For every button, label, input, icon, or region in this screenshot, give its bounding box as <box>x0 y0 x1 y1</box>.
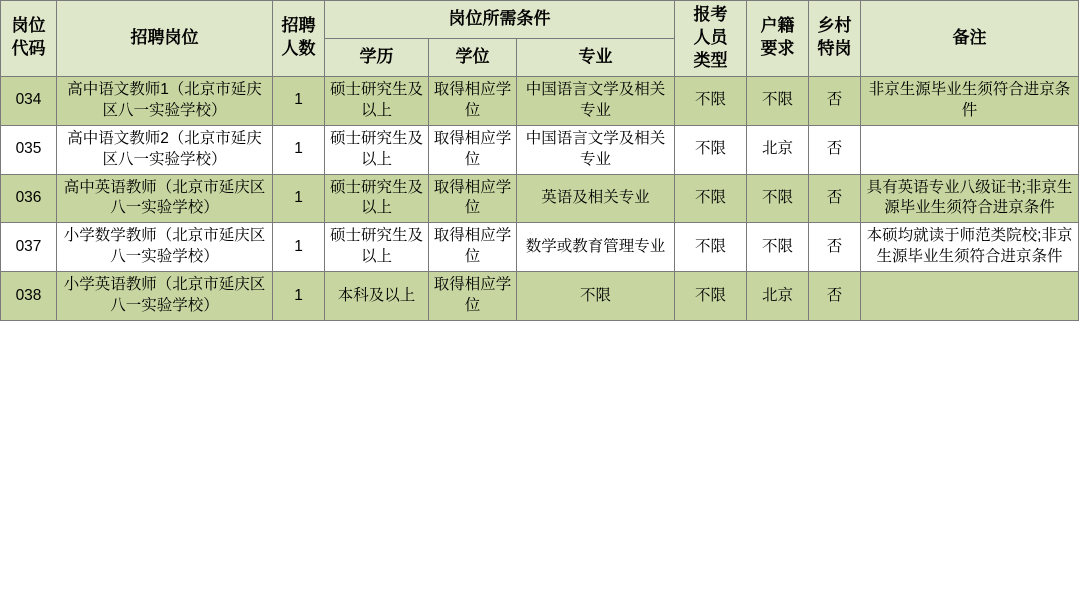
cell-household: 北京 <box>747 272 809 321</box>
cell-post: 小学英语教师（北京市延庆区八一实验学校） <box>57 272 273 321</box>
cell-degree: 取得相应学位 <box>429 125 517 174</box>
header-type-line3: 类型 <box>693 50 728 70</box>
header-rural-line1: 乡村 <box>817 16 852 36</box>
cell-rural: 否 <box>809 272 861 321</box>
header-count-line1: 招聘 <box>281 16 316 36</box>
header-count-line2: 人数 <box>281 39 316 59</box>
cell-major: 不限 <box>517 272 675 321</box>
cell-major: 英语及相关专业 <box>517 174 675 223</box>
cell-remark <box>861 272 1079 321</box>
cell-post: 小学数学教师（北京市延庆区八一实验学校） <box>57 223 273 272</box>
table-row <box>1 76 1079 125</box>
cell-household: 不限 <box>747 174 809 223</box>
cell-major: 中国语言文学及相关专业 <box>517 125 675 174</box>
cell-education: 硕士研究生及以上 <box>325 223 429 272</box>
cell-code: 034 <box>1 76 57 125</box>
cell-code: 038 <box>1 272 57 321</box>
cell-count: 1 <box>273 125 325 174</box>
header-cell-remark: 备注 <box>861 1 1079 77</box>
header-household-line1: 户籍 <box>760 16 795 36</box>
cell-post: 高中语文教师2（北京市延庆区八一实验学校） <box>57 125 273 174</box>
cell-remark <box>861 125 1079 174</box>
header-code-line2: 代码 <box>11 39 46 59</box>
cell-applicant-type: 不限 <box>675 223 747 272</box>
table-row <box>1 223 1079 272</box>
header-rural-line2: 特岗 <box>817 39 852 59</box>
cell-remark: 非京生源毕业生须符合进京条件 <box>861 76 1079 125</box>
cell-degree: 取得相应学位 <box>429 272 517 321</box>
cell-code: 035 <box>1 125 57 174</box>
cell-major: 数学或教育管理专业 <box>517 223 675 272</box>
cell-education: 硕士研究生及以上 <box>325 125 429 174</box>
cell-code: 037 <box>1 223 57 272</box>
cell-rural: 否 <box>809 223 861 272</box>
cell-rural: 否 <box>809 125 861 174</box>
table-body <box>1 76 1079 320</box>
cell-count: 1 <box>273 223 325 272</box>
cell-applicant-type: 不限 <box>675 272 747 321</box>
cell-applicant-type: 不限 <box>675 174 747 223</box>
header-cell-degree: 学位 <box>429 38 517 76</box>
cell-remark: 本硕均就读于师范类院校;非京生源毕业生须符合进京条件 <box>861 223 1079 272</box>
header-cell-rural <box>809 1 861 77</box>
header-cell-count <box>273 1 325 77</box>
cell-applicant-type: 不限 <box>675 125 747 174</box>
cell-count: 1 <box>273 272 325 321</box>
cell-applicant-type: 不限 <box>675 76 747 125</box>
header-type-line1: 报考 <box>693 5 728 24</box>
cell-degree: 取得相应学位 <box>429 76 517 125</box>
cell-post: 高中英语教师（北京市延庆区八一实验学校） <box>57 174 273 223</box>
cell-degree: 取得相应学位 <box>429 223 517 272</box>
header-row-top <box>1 1 1079 39</box>
table-row <box>1 174 1079 223</box>
header-household-line2: 要求 <box>760 39 795 59</box>
cell-household: 不限 <box>747 76 809 125</box>
cell-degree: 取得相应学位 <box>429 174 517 223</box>
header-cell-applicant-type <box>675 1 747 77</box>
header-type-line2: 人员 <box>693 27 728 47</box>
cell-major: 中国语言文学及相关专业 <box>517 76 675 125</box>
cell-count: 1 <box>273 174 325 223</box>
header-code-line1: 岗位 <box>11 16 46 36</box>
cell-remark: 具有英语专业八级证书;非京生源毕业生须符合进京条件 <box>861 174 1079 223</box>
cell-post: 高中语文教师1（北京市延庆区八一实验学校） <box>57 76 273 125</box>
cell-household: 不限 <box>747 223 809 272</box>
cell-education: 硕士研究生及以上 <box>325 76 429 125</box>
header-cell-major: 专业 <box>517 38 675 76</box>
cell-rural: 否 <box>809 174 861 223</box>
header-cell-household <box>747 1 809 77</box>
cell-code: 036 <box>1 174 57 223</box>
cell-education: 硕士研究生及以上 <box>325 174 429 223</box>
cell-household: 北京 <box>747 125 809 174</box>
header-cell-conditions: 岗位所需条件 <box>325 1 675 39</box>
table-row <box>1 272 1079 321</box>
cell-rural: 否 <box>809 76 861 125</box>
table-header <box>1 1 1079 77</box>
cell-count: 1 <box>273 76 325 125</box>
cell-education: 本科及以上 <box>325 272 429 321</box>
header-cell-post: 招聘岗位 <box>57 1 273 77</box>
table-row <box>1 125 1079 174</box>
header-cell-code <box>1 1 57 77</box>
header-cell-education: 学历 <box>325 38 429 76</box>
